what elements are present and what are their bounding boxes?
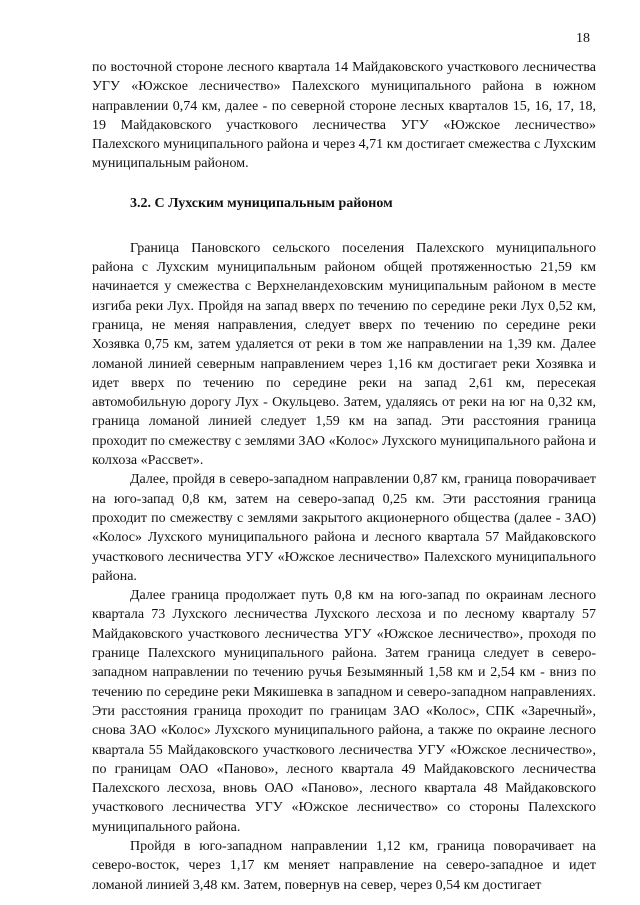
intro-paragraph: по восточной стороне лесного квартала 14 Майдаковского участкового лесничества УГУ «Южское лесничество» Палехского муниципального района в южном направлении 0,74 км, далее - по северной стороне лесных кварталов 15, 16, 17, 18, 19 Майдаковского участкового лесничества УГУ «Южское лесничество» Палехского муниципального района и через 4,71 км достигает смежества с Лухским муниципальным районом. xyxy=(92,60,596,172)
paragraph-2: Далее, пройдя в северо-западном направлении 0,87 км, граница поворачивает на юго-запад 0,8 км, затем на северо-запад 0,25 км. Эти расстояния граница проходит по смежеству с землями закрытого акционерного общества (далее - ЗАО) «Колос» Лухского муниципального района и лесного квартала 57 Майдаковского участкового лесничества УГУ «Южское лесничество» Палехского муниципального района. xyxy=(92,472,596,584)
section-heading: 3.2. С Лухским муниципальным районом xyxy=(130,195,393,211)
document-body xyxy=(92,58,596,895)
paragraph-4: Пройдя в юго-западном направлении 1,12 км, граница поворачивает на северо-восток, через 1,17 км меняет направление на северо-западное и идет ломаной линией 3,48 км. Затем, повернув на север, через 0,54 км достигает xyxy=(92,838,596,893)
page-number: 18 xyxy=(576,31,590,46)
paragraph-1: Граница Пановского сельского поселения Палехского муниципального района с Лухским муниципальным районом общей протяженностью 21,59 км начинается у смежества с Верхнеландеховским муниципальным районом в месте изгиба реки Лух. Пройдя на запад вверх по течению по середине реки Лух 0,52 км, граница, не меняя направления, следует вверх по течению по середине реки Хозявка 0,75 км, затем удаляется от реки в том же направлении на 1,39 км. Далее ломаной линией северным направлением через 1,16 км достигает реки Хозявка и идет вверх по течению по середине реки на запад 2,61 км, пересекая автомобильную дорогу Лух - Окульцево. Затем, удаляясь от реки на юг на 0,32 км, граница ломаной линией следует 1,59 км на запад. Эти расстояния граница проходит по смежеству с землями ЗАО «Колос» Лухского муниципального района и колхоза «Рассвет». xyxy=(92,240,596,469)
paragraph-3: Далее граница продолжает путь 0,8 км на юго-запад по окраинам лесного квартала 73 Лухского лесничества Лухского лесхоза и по лесному кварталу 57 Майдаковского участкового лесничества УГУ «Южское лесничество», проходя по границе Палехского муниципального района. Затем граница следует в северо-западном направлении по течению ручья Безымянный 1,58 км и 2,54 км - вниз по течению по середине реки Мякишевка в западном и северо-западном направлениях. Эти расстояния граница проходит по границам ЗАО «Колос», СПК «Заречный», снова ЗАО «Колос» Лухского муниципального района, а также по окраине лесного квартала 55 Майдаковского участкового лесничества УГУ «Южское лесничество», по границам ОАО «Паново», лесного квартала 49 Майдаковского лесничества Палехского лесхоза, вновь ОАО «Паново», лесного квартала 48 Майдаковского участкового лесничества УГУ «Южское лесничество» со стороны Палехского муниципального района. xyxy=(92,588,596,835)
